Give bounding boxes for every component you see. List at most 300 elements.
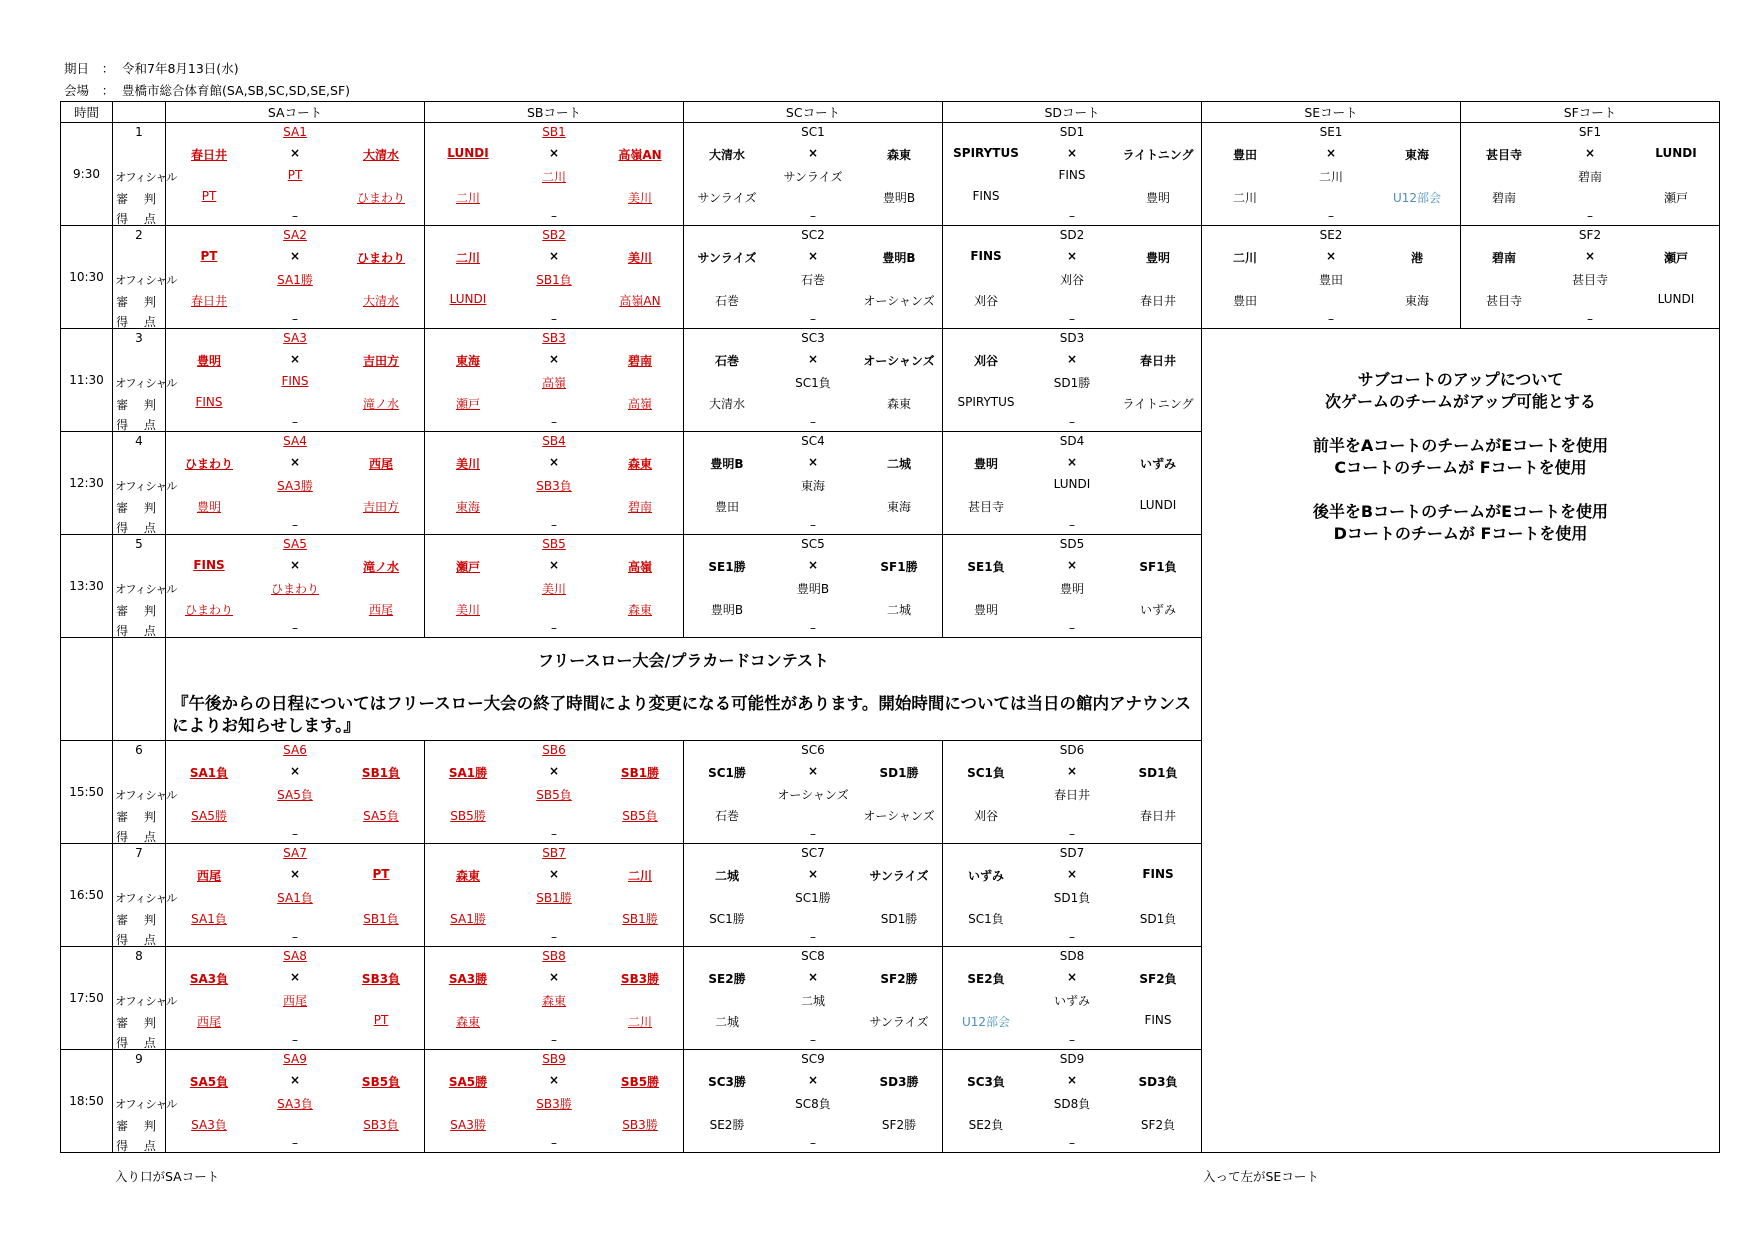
team-away: 大清水 (362, 148, 399, 162)
match-code: SF1 (1578, 125, 1602, 139)
referee-spacer (252, 807, 337, 824)
official-team: LUNDI (1053, 477, 1091, 491)
team-away: ライトニング (1122, 148, 1194, 162)
referee-1: SC1勝 (709, 912, 745, 926)
score-value: – (810, 415, 816, 429)
court-header-sb: SBコート (425, 102, 684, 123)
team-home: 西尾 (196, 869, 221, 883)
referee-2: SB1負 (363, 912, 399, 926)
schedule-body (61, 123, 1720, 1153)
referee-1: 豊明 (196, 500, 221, 514)
team-away: SF2負 (1139, 972, 1177, 986)
match-cell (1202, 226, 1461, 329)
matchup (425, 249, 683, 266)
versus-mark: × (807, 146, 819, 160)
referee-spacer (252, 395, 337, 412)
official-team: SA5負 (277, 788, 313, 802)
score-label: 得 点 (116, 1139, 162, 1153)
referee-spacer (1547, 189, 1632, 206)
referee-spacer (511, 910, 596, 927)
team-away: 春日井 (1139, 354, 1176, 368)
game-time: 11:30 (61, 329, 113, 432)
referee-1: SA1勝 (450, 912, 486, 926)
notes-line-2: 次ゲームのチームがアップ可能とする (1325, 392, 1596, 411)
matchup (166, 352, 424, 369)
versus-mark: × (289, 558, 301, 572)
official-team: サンライズ (783, 170, 843, 184)
match-cell (684, 947, 943, 1050)
matchup (425, 764, 683, 781)
referee-1: サンライズ (697, 191, 757, 205)
referee-1: 西尾 (196, 1015, 221, 1029)
court-header-se: SEコート (1202, 102, 1461, 123)
official-label: オフィシャル (115, 1097, 177, 1111)
referee-spacer (1029, 189, 1114, 206)
versus-mark: × (1584, 146, 1596, 160)
referee-1: FINS (972, 189, 1000, 203)
team-away: SF1勝 (880, 560, 918, 574)
versus-mark: × (289, 1073, 301, 1087)
matchup (1461, 146, 1719, 163)
footer-left-note: 入り口がSAコート (115, 1169, 220, 1184)
referee-teams (166, 1013, 424, 1030)
team-home: FINS (970, 249, 1002, 263)
versus-mark: × (1584, 249, 1596, 263)
game-time: 10:30 (61, 226, 113, 329)
referee-2: 豊明B (882, 191, 916, 205)
match-cell (684, 844, 943, 947)
game-number: 3 (135, 331, 143, 345)
matchup (166, 970, 424, 987)
versus-mark: × (289, 970, 301, 984)
date-colon: ： (101, 61, 115, 76)
official-team: FINS (1058, 168, 1086, 182)
referee-2: SD1勝 (880, 912, 918, 926)
court-header-sc: SCコート (684, 102, 943, 123)
game-time: 9:30 (61, 123, 113, 226)
game-time: 12:30 (61, 432, 113, 535)
match-code: SC8 (801, 949, 825, 963)
row-labels (113, 947, 177, 1050)
versus-mark: × (1066, 1073, 1078, 1087)
team-home: SA3負 (189, 972, 229, 986)
versus-mark: × (289, 867, 301, 881)
match-code: SB4 (542, 434, 566, 448)
score-value: – (1328, 209, 1334, 223)
referee-2: オーシャンズ (863, 809, 935, 823)
official-team: 豊明 (1059, 582, 1084, 596)
match-cell (425, 123, 684, 226)
versus-mark: × (1066, 764, 1078, 778)
team-away: 瀬戸 (1663, 251, 1688, 265)
score-value: – (292, 621, 298, 635)
footer-right-note: 入って左がSEコート (1203, 1169, 1319, 1184)
referee-1: 刈谷 (973, 809, 998, 823)
official-label: オフィシャル (115, 170, 177, 184)
match-code: SB2 (542, 228, 566, 242)
match-code: SA7 (283, 846, 307, 860)
match-code: SC6 (801, 743, 825, 757)
official-team: SA1勝 (277, 273, 313, 287)
team-away: 滝ノ水 (362, 560, 399, 574)
notes-line-5: 後半をBコートのチームがEコートを使用 (1312, 502, 1609, 521)
matchup (684, 867, 942, 884)
match-code: SA4 (283, 434, 307, 448)
official-team: SB1勝 (536, 891, 572, 905)
versus-mark: × (289, 249, 301, 263)
score-value: – (1069, 1136, 1075, 1150)
referee-1: 森東 (455, 1015, 480, 1029)
referee-2: SA5負 (363, 809, 399, 823)
referee-1: 甚目寺 (967, 500, 1004, 514)
referee-1: 豊明B (710, 603, 744, 617)
referee-teams (684, 807, 942, 824)
official-team: 高嶺 (541, 376, 566, 390)
versus-mark: × (1066, 249, 1078, 263)
match-code: SD7 (1059, 846, 1085, 860)
game-time: 15:50 (61, 741, 113, 844)
match-cell (1202, 123, 1461, 226)
official-team: SB3負 (536, 479, 572, 493)
referee-1: U12部会 (961, 1015, 1011, 1029)
score-value: – (1328, 312, 1334, 326)
match-cell (166, 1050, 425, 1153)
team-away: ひまわり (356, 251, 405, 265)
score-label: 得 点 (116, 521, 162, 535)
score-value: – (1587, 209, 1593, 223)
versus-mark: × (289, 146, 301, 160)
match-code: SB5 (542, 537, 566, 551)
break-info (166, 638, 1202, 741)
match-cell (943, 226, 1202, 329)
row-labels (113, 329, 177, 432)
match-cell (166, 226, 425, 329)
match-code: SD5 (1059, 537, 1085, 551)
team-away: 東海 (1404, 148, 1429, 162)
referee-2: SB3勝 (622, 1118, 658, 1132)
row-labels (113, 1050, 177, 1153)
match-cell (425, 947, 684, 1050)
official-team: SD8負 (1053, 1097, 1091, 1111)
referee-2: LUNDI (1139, 498, 1177, 512)
referee-2: 森東 (886, 397, 911, 411)
referee-1: SPIRYTUS (957, 395, 1015, 409)
official-team: 二城 (800, 994, 825, 1008)
match-code: SF2 (1578, 228, 1602, 242)
referee-teams (166, 498, 424, 515)
referee-spacer (770, 395, 855, 412)
referee-teams (425, 498, 683, 515)
team-away: 二城 (886, 457, 911, 471)
game-time: 13:30 (61, 535, 113, 638)
official-label: オフィシャル (115, 788, 177, 802)
team-home: 春日井 (190, 148, 227, 162)
score-value: – (810, 209, 816, 223)
team-away: LUNDI (1655, 146, 1697, 160)
referee-2: 二川 (627, 1015, 652, 1029)
matchup (943, 867, 1201, 884)
game-time: 17:50 (61, 947, 113, 1050)
score-value: – (1069, 930, 1075, 944)
referee-2: オーシャンズ (863, 294, 935, 308)
team-away: 豊明B (882, 251, 916, 265)
score-value: – (810, 1136, 816, 1150)
score-value: – (292, 827, 298, 841)
team-home: 二川 (1232, 251, 1257, 265)
official-team: 石巻 (800, 273, 825, 287)
official-team: 甚目寺 (1571, 273, 1608, 287)
referee-spacer (1029, 601, 1114, 618)
referee-1: SC1負 (968, 912, 1004, 926)
match-cell (943, 432, 1202, 535)
referee-teams (166, 292, 424, 309)
match-code: SC9 (801, 1052, 825, 1066)
match-code: SA5 (283, 537, 307, 551)
score-value: – (551, 518, 557, 532)
matchup (684, 352, 942, 369)
score-label: 得 点 (116, 418, 162, 432)
match-cell (166, 535, 425, 638)
score-value: – (1069, 827, 1075, 841)
referee-spacer (770, 498, 855, 515)
match-cell (943, 1050, 1202, 1153)
team-away: SD3負 (1138, 1075, 1178, 1089)
versus-mark: × (1066, 455, 1078, 469)
versus-mark: × (1066, 970, 1078, 984)
versus-mark: × (289, 352, 301, 366)
versus-mark: × (548, 558, 560, 572)
versus-mark: × (807, 1073, 819, 1087)
official-team: SA1負 (277, 891, 313, 905)
score-value: – (1069, 621, 1075, 635)
official-team: 豊田 (1318, 273, 1343, 287)
team-home: サンライズ (697, 251, 757, 265)
team-away: 碧南 (627, 354, 652, 368)
referee-1: SA3勝 (450, 1118, 486, 1132)
referee-spacer (1029, 395, 1114, 412)
team-home: SC1勝 (708, 766, 746, 780)
match-code: SA8 (283, 949, 307, 963)
match-code: SC3 (801, 331, 825, 345)
game-number: 1 (135, 125, 143, 139)
score-value: – (292, 518, 298, 532)
warmup-notes (1202, 329, 1720, 1153)
official-team: SB3勝 (536, 1097, 572, 1111)
matchup (1202, 249, 1460, 266)
referee-1: 石巻 (714, 294, 739, 308)
matchup (166, 146, 424, 163)
referee-teams (684, 601, 942, 618)
referee-label: 審 判 (116, 913, 162, 927)
match-cell (684, 123, 943, 226)
referee-spacer (770, 910, 855, 927)
match-cell (684, 329, 943, 432)
game-time: 16:50 (61, 844, 113, 947)
match-code: SD4 (1059, 434, 1085, 448)
versus-mark: × (1066, 558, 1078, 572)
versus-mark: × (548, 352, 560, 366)
game-number: 9 (135, 1052, 143, 1066)
official-team: SD1負 (1053, 891, 1091, 905)
referee-teams (684, 292, 942, 309)
referee-teams (425, 1116, 683, 1133)
referee-teams (166, 1116, 424, 1133)
matchup (166, 1073, 424, 1090)
matchup (684, 764, 942, 781)
team-away: 港 (1410, 251, 1423, 265)
notes-line-6: Dコートのチームが Fコートを使用 (1333, 524, 1588, 543)
referee-spacer (511, 1116, 596, 1133)
official-team: 西尾 (282, 994, 307, 1008)
referee-label: 審 判 (116, 1016, 162, 1030)
match-cell (166, 741, 425, 844)
referee-2: 碧南 (627, 500, 652, 514)
team-away: SB3負 (361, 972, 401, 986)
referee-2: 瀬戸 (1663, 191, 1688, 205)
row-labels (113, 535, 177, 638)
game-number: 7 (135, 846, 143, 860)
official-label: オフィシャル (115, 376, 177, 390)
game-row (61, 123, 1720, 226)
matchup (425, 455, 683, 472)
match-code: SD1 (1059, 125, 1085, 139)
referee-2: ライトニング (1122, 397, 1194, 411)
referee-teams (943, 910, 1201, 927)
official-team: SC8負 (795, 1097, 831, 1111)
referee-teams (684, 910, 942, 927)
referee-1: 豊明 (973, 603, 998, 617)
match-cell (943, 329, 1202, 432)
referee-2: SF2勝 (881, 1118, 917, 1132)
team-home: 瀬戸 (455, 560, 480, 574)
court-header-sd: SDコート (943, 102, 1202, 123)
referee-teams (425, 910, 683, 927)
referee-1: 大清水 (708, 397, 745, 411)
referee-2: 高嶺 (627, 397, 652, 411)
matchup (1461, 249, 1719, 266)
score-value: – (551, 1033, 557, 1047)
match-cell (425, 329, 684, 432)
match-code: SB8 (542, 949, 566, 963)
referee-teams (684, 1013, 942, 1030)
score-label: 得 点 (116, 624, 162, 638)
court-header-sf: SFコート (1461, 102, 1720, 123)
match-cell (943, 844, 1202, 947)
score-value: – (1069, 415, 1075, 429)
match-cell (166, 844, 425, 947)
team-away: SD1負 (1138, 766, 1178, 780)
game-row (61, 226, 1720, 329)
referee-2: 吉田方 (362, 500, 399, 514)
team-home: 大清水 (708, 148, 745, 162)
versus-mark: × (807, 764, 819, 778)
team-away: いずみ (1139, 457, 1176, 471)
break-time (61, 638, 113, 741)
team-home: 豊明 (196, 354, 221, 368)
matchup (943, 558, 1201, 575)
score-value: – (292, 1033, 298, 1047)
matchup (1202, 146, 1460, 163)
game-number: 2 (135, 228, 143, 242)
referee-1: 二川 (455, 191, 480, 205)
team-home: 石巻 (714, 354, 739, 368)
referee-spacer (1029, 807, 1114, 824)
match-code: SA1 (283, 125, 307, 139)
referee-1: 石巻 (714, 809, 739, 823)
team-home: 豊明 (973, 457, 998, 471)
official-team: SB5負 (536, 788, 572, 802)
team-home: 二川 (455, 251, 480, 265)
referee-spacer (511, 498, 596, 515)
game-number: 6 (135, 743, 143, 757)
match-code: SB3 (542, 331, 566, 345)
referee-spacer (252, 498, 337, 515)
referee-spacer (511, 1013, 596, 1030)
label-header (113, 102, 166, 123)
referee-2: FINS (1144, 1013, 1172, 1027)
referee-spacer (770, 1116, 855, 1133)
referee-2: 東海 (1404, 294, 1429, 308)
referee-2: U12部会 (1392, 191, 1442, 205)
team-home: FINS (193, 558, 225, 572)
match-code: SA3 (283, 331, 307, 345)
matchup (684, 558, 942, 575)
referee-2: ひまわり (356, 191, 405, 205)
referee-teams (943, 189, 1201, 206)
match-code: SD9 (1059, 1052, 1085, 1066)
team-home: SC1負 (967, 766, 1005, 780)
team-home: SA1負 (189, 766, 229, 780)
match-code: SC2 (801, 228, 825, 242)
referee-teams (425, 1013, 683, 1030)
team-away: 高嶺AN (618, 148, 662, 162)
official-label: オフィシャル (115, 582, 177, 596)
team-home: SA3勝 (448, 972, 488, 986)
match-cell (943, 947, 1202, 1050)
match-code: SE1 (1319, 125, 1343, 139)
referee-teams (166, 910, 424, 927)
team-home: SE1勝 (708, 560, 746, 574)
row-labels (113, 123, 177, 226)
team-away: オーシャンズ (863, 354, 935, 368)
referee-spacer (1547, 292, 1632, 309)
referee-1: SE2負 (968, 1118, 1004, 1132)
team-away: SB1勝 (620, 766, 660, 780)
referee-1: SA5勝 (191, 809, 227, 823)
score-value: – (551, 930, 557, 944)
referee-teams (684, 189, 942, 206)
versus-mark: × (548, 146, 560, 160)
referee-1: LUNDI (449, 292, 487, 306)
versus-mark: × (1325, 249, 1337, 263)
referee-teams (425, 395, 683, 412)
official-team: SA3負 (277, 1097, 313, 1111)
referee-spacer (252, 1013, 337, 1030)
team-home: 二城 (714, 869, 739, 883)
match-code: SB1 (542, 125, 566, 139)
referee-spacer (252, 292, 337, 309)
header-row (61, 102, 1720, 123)
official-team: SD1勝 (1053, 376, 1091, 390)
team-home: 豊田 (1232, 148, 1257, 162)
matchup (684, 970, 942, 987)
referee-spacer (1029, 498, 1114, 515)
versus-mark: × (807, 352, 819, 366)
referee-2: いずみ (1139, 603, 1176, 617)
match-cell (684, 432, 943, 535)
referee-spacer (511, 189, 596, 206)
score-value: – (1069, 1033, 1075, 1047)
